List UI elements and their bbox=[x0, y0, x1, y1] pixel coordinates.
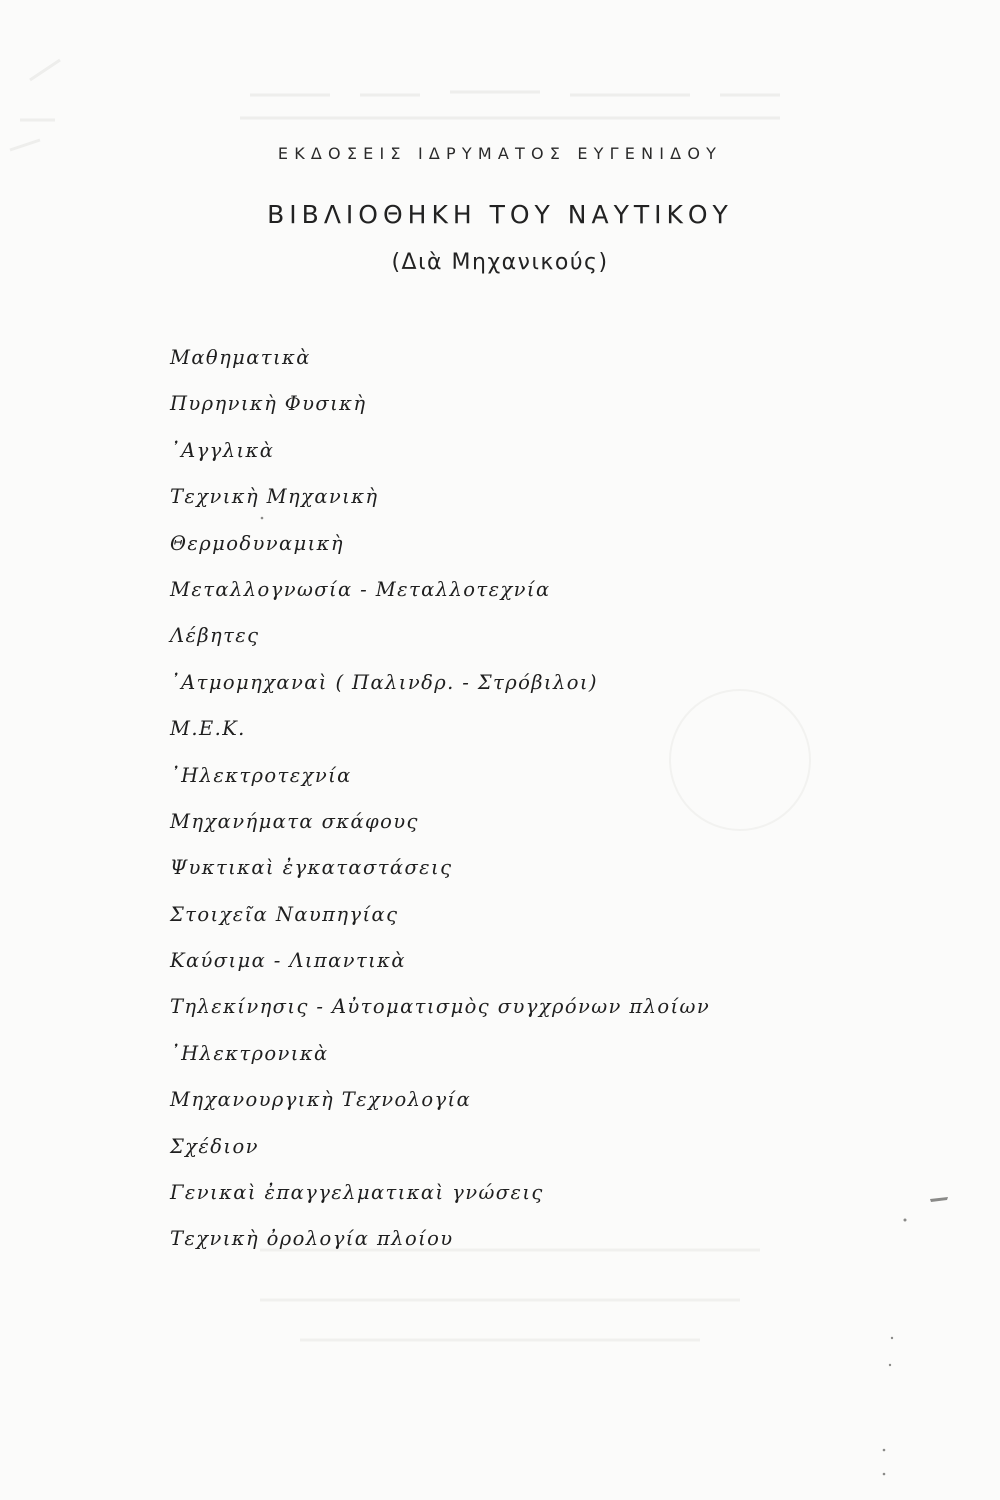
list-item: ᾽Αγγλικὰ bbox=[170, 438, 275, 462]
book-titles-list bbox=[170, 343, 820, 1271]
list-item: Πυρηνικὴ Φυσικὴ bbox=[170, 392, 367, 416]
list-item: Σχέδιον bbox=[170, 1134, 259, 1158]
list-item: Μ.Ε.Κ. bbox=[170, 717, 246, 741]
list-item: Τεχνικὴ ὀρολογία πλοίου bbox=[170, 1227, 454, 1251]
list-item: Μηχανουργικὴ Τεχνολογία bbox=[170, 1088, 472, 1112]
list-item: Καύσιμα - Λιπαντικὰ bbox=[170, 949, 406, 973]
list-item: Γενικαὶ ἐπαγγελματικαὶ γνώσεις bbox=[170, 1181, 544, 1205]
publisher-name: ΕΚΔΟΣΕΙΣ ΙΔΡΥΜΑΤΟΣ ΕΥΓΕΝΙΔΟΥ bbox=[277, 144, 723, 163]
list-item: Τηλεκίνησις - Αὐτοματισμὸς συγχρόνων πλοίων bbox=[170, 995, 711, 1019]
list-item: ᾽Ηλεκτροτεχνία bbox=[170, 763, 352, 787]
series-title: ΒΙΒΛΙΟΘΗΚΗ ΤΟΥ ΝΑΥΤΙΚΟΥ bbox=[267, 200, 733, 229]
series-subtitle: (Διὰ Μηχανικούς) bbox=[391, 250, 609, 275]
list-item: Στοιχεῖα Ναυπηγίας bbox=[170, 902, 399, 926]
list-item: Μηχανήματα σκάφους bbox=[170, 809, 419, 833]
list-item: ᾽Ηλεκτρονικὰ bbox=[170, 1041, 329, 1065]
list-item: Θερμοδυναμικὴ bbox=[170, 531, 344, 555]
list-item: Μαθηματικὰ bbox=[170, 346, 311, 369]
list-item: Τεχνικὴ Μηχανικὴ bbox=[170, 485, 379, 509]
list-item: ᾽Ατμομηχαναὶ ( Παλινδρ. - Στρόβιλοι) bbox=[170, 670, 598, 694]
list-item: Λέβητες bbox=[170, 624, 260, 648]
list-item: Μεταλλογνωσία - Μεταλλοτεχνία bbox=[170, 577, 551, 601]
list-item: Ψυκτικαὶ ἐγκαταστάσεις bbox=[170, 856, 453, 880]
